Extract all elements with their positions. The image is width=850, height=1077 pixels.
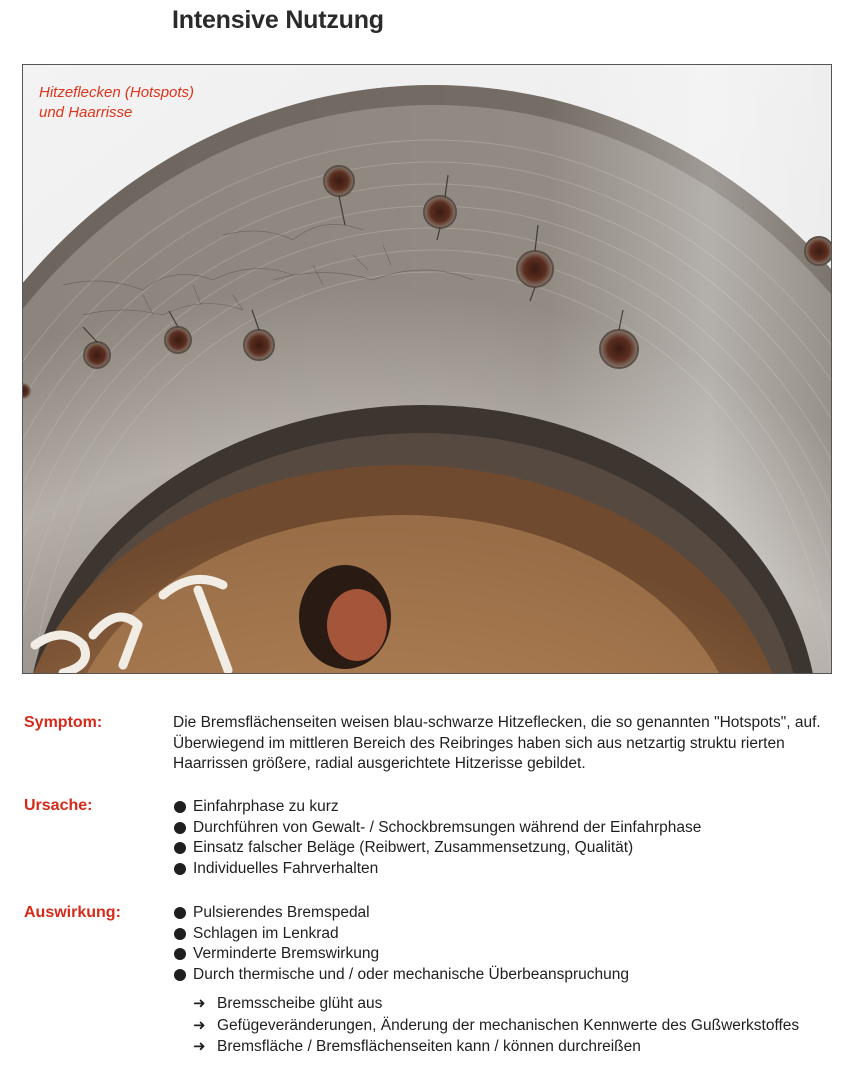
consequence-item: ➜ Bremsscheibe glüht aus bbox=[193, 993, 833, 1015]
bullet-icon bbox=[174, 907, 186, 919]
bullet-icon bbox=[174, 801, 186, 813]
caption-line-1: Hitzeflecken (Hotspots) bbox=[39, 84, 195, 101]
arrow-right-icon: ➜ bbox=[193, 1038, 206, 1055]
ursache-list bbox=[173, 797, 833, 879]
auswirkung-item: Pulsierendes Bremspedal bbox=[173, 903, 833, 924]
ursache-item: Einsatz falscher Beläge (Reibwert, Zusammensetzung, Qualität) bbox=[173, 838, 833, 859]
auswirkung-item: Verminderte Bremswirkung bbox=[173, 944, 833, 965]
ursache-item: Einfahrphase zu kurz bbox=[173, 797, 833, 818]
consequence-item: ➜ Bremsfläche / Bremsflächenseiten kann / können durchreißen bbox=[193, 1036, 833, 1058]
arrow-right-icon: ➜ bbox=[193, 995, 206, 1012]
ursache-item: Individuelles Fahrverhalten bbox=[173, 859, 833, 880]
auswirkung-label: Auswirkung: bbox=[24, 904, 121, 921]
symptom-label: Symptom: bbox=[24, 714, 103, 731]
arrow-right-icon: ➜ bbox=[193, 1016, 206, 1034]
ursache-list-container bbox=[173, 797, 833, 879]
bullet-icon bbox=[174, 842, 186, 854]
auswirkung-item: Schlagen im Lenkrad bbox=[173, 924, 833, 945]
auswirkung-list bbox=[173, 903, 833, 985]
symptom-text: Die Bremsflächenseiten weisen blau-schwarze Hitzeflecken, die so genannten "Hotspots", auf. Überwiegend im mittleren Bereich des Reibringes haben sich aus netzartig struktu rierten Haarrissen größere, radial ausgerichtete Hitzerisse gebildet. bbox=[173, 714, 821, 772]
bullet-icon bbox=[174, 822, 186, 834]
bullet-icon bbox=[174, 863, 186, 875]
caption-line-2: und Haarrisse bbox=[39, 104, 133, 121]
auswirkung-item: Durch thermische und / oder mechanische Überbeanspruchung bbox=[173, 965, 833, 986]
ursache-item: Durchführen von Gewalt- / Schockbremsungen während der Einfahrphase bbox=[173, 818, 833, 839]
consequence-list bbox=[193, 993, 833, 1058]
brake-disc-photo bbox=[22, 64, 832, 674]
consequence-item: ➜ Gefügeveränderungen, Änderung der mechanischen Kennwerte des Gußwerkstoffes bbox=[193, 1015, 833, 1037]
page-title: Intensive Nutzung bbox=[172, 6, 384, 34]
bullet-icon bbox=[174, 928, 186, 940]
auswirkung-list-container bbox=[173, 903, 833, 1058]
ursache-label: Ursache: bbox=[24, 797, 93, 814]
bullet-icon bbox=[174, 969, 186, 981]
brake-disc-illustration bbox=[23, 65, 831, 673]
bullet-icon bbox=[174, 948, 186, 960]
photo-caption bbox=[39, 83, 194, 123]
